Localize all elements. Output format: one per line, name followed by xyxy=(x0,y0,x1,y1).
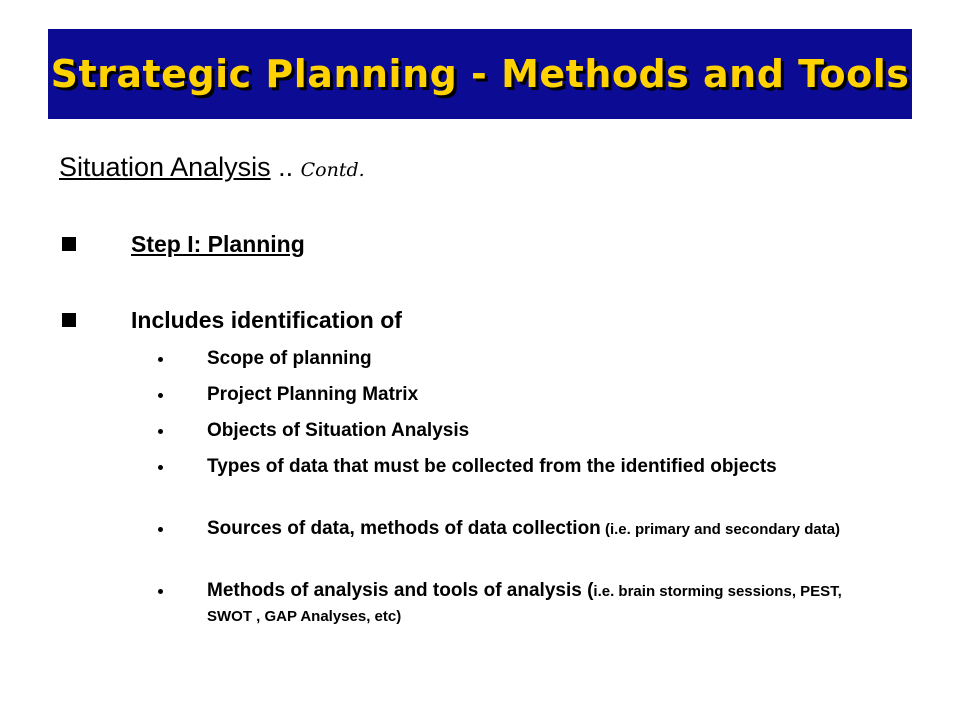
heading-separator: .. xyxy=(270,152,301,182)
list-item-text: Methods of analysis and tools of analysis ( xyxy=(207,580,594,601)
section-heading xyxy=(59,152,365,183)
heading-main: Situation Analysis xyxy=(59,152,271,182)
bullet-dot-icon xyxy=(158,357,163,362)
list-item-text: Types of data that must be collected from the identified objects xyxy=(207,456,777,477)
list-item xyxy=(207,517,897,542)
list-item xyxy=(207,579,867,629)
step-planning: Step I: Planning xyxy=(131,231,305,257)
title-banner xyxy=(48,29,912,119)
list-item xyxy=(207,455,787,479)
list-item-text: Project Planning Matrix xyxy=(207,384,419,405)
slide-title: Strategic Planning - Methods and Tools xyxy=(50,52,910,96)
list-item-note: i.e. brain storming sessions, PEST, SWOT , GAP Analyses, etc) xyxy=(207,583,842,625)
list-item xyxy=(207,419,907,443)
square-bullet-icon xyxy=(62,237,76,251)
list-item-text: Scope of planning xyxy=(207,348,372,369)
list-item-note: (i.e. primary and secondary data) xyxy=(600,521,841,538)
list-item-text: Objects of Situation Analysis xyxy=(207,420,470,441)
bullet-dot-icon xyxy=(158,589,163,594)
step-includes: Includes identification of xyxy=(131,307,402,333)
bullet-dot-icon xyxy=(158,527,163,532)
square-bullet-icon xyxy=(62,313,76,327)
list-item xyxy=(207,383,907,407)
list-item xyxy=(207,347,907,371)
heading-contd: Contd. xyxy=(300,159,365,181)
bullet-dot-icon xyxy=(158,465,163,470)
bullet-dot-icon xyxy=(158,393,163,398)
list-item-text: Sources of data, methods of data collection xyxy=(207,518,601,539)
bullet-dot-icon xyxy=(158,429,163,434)
